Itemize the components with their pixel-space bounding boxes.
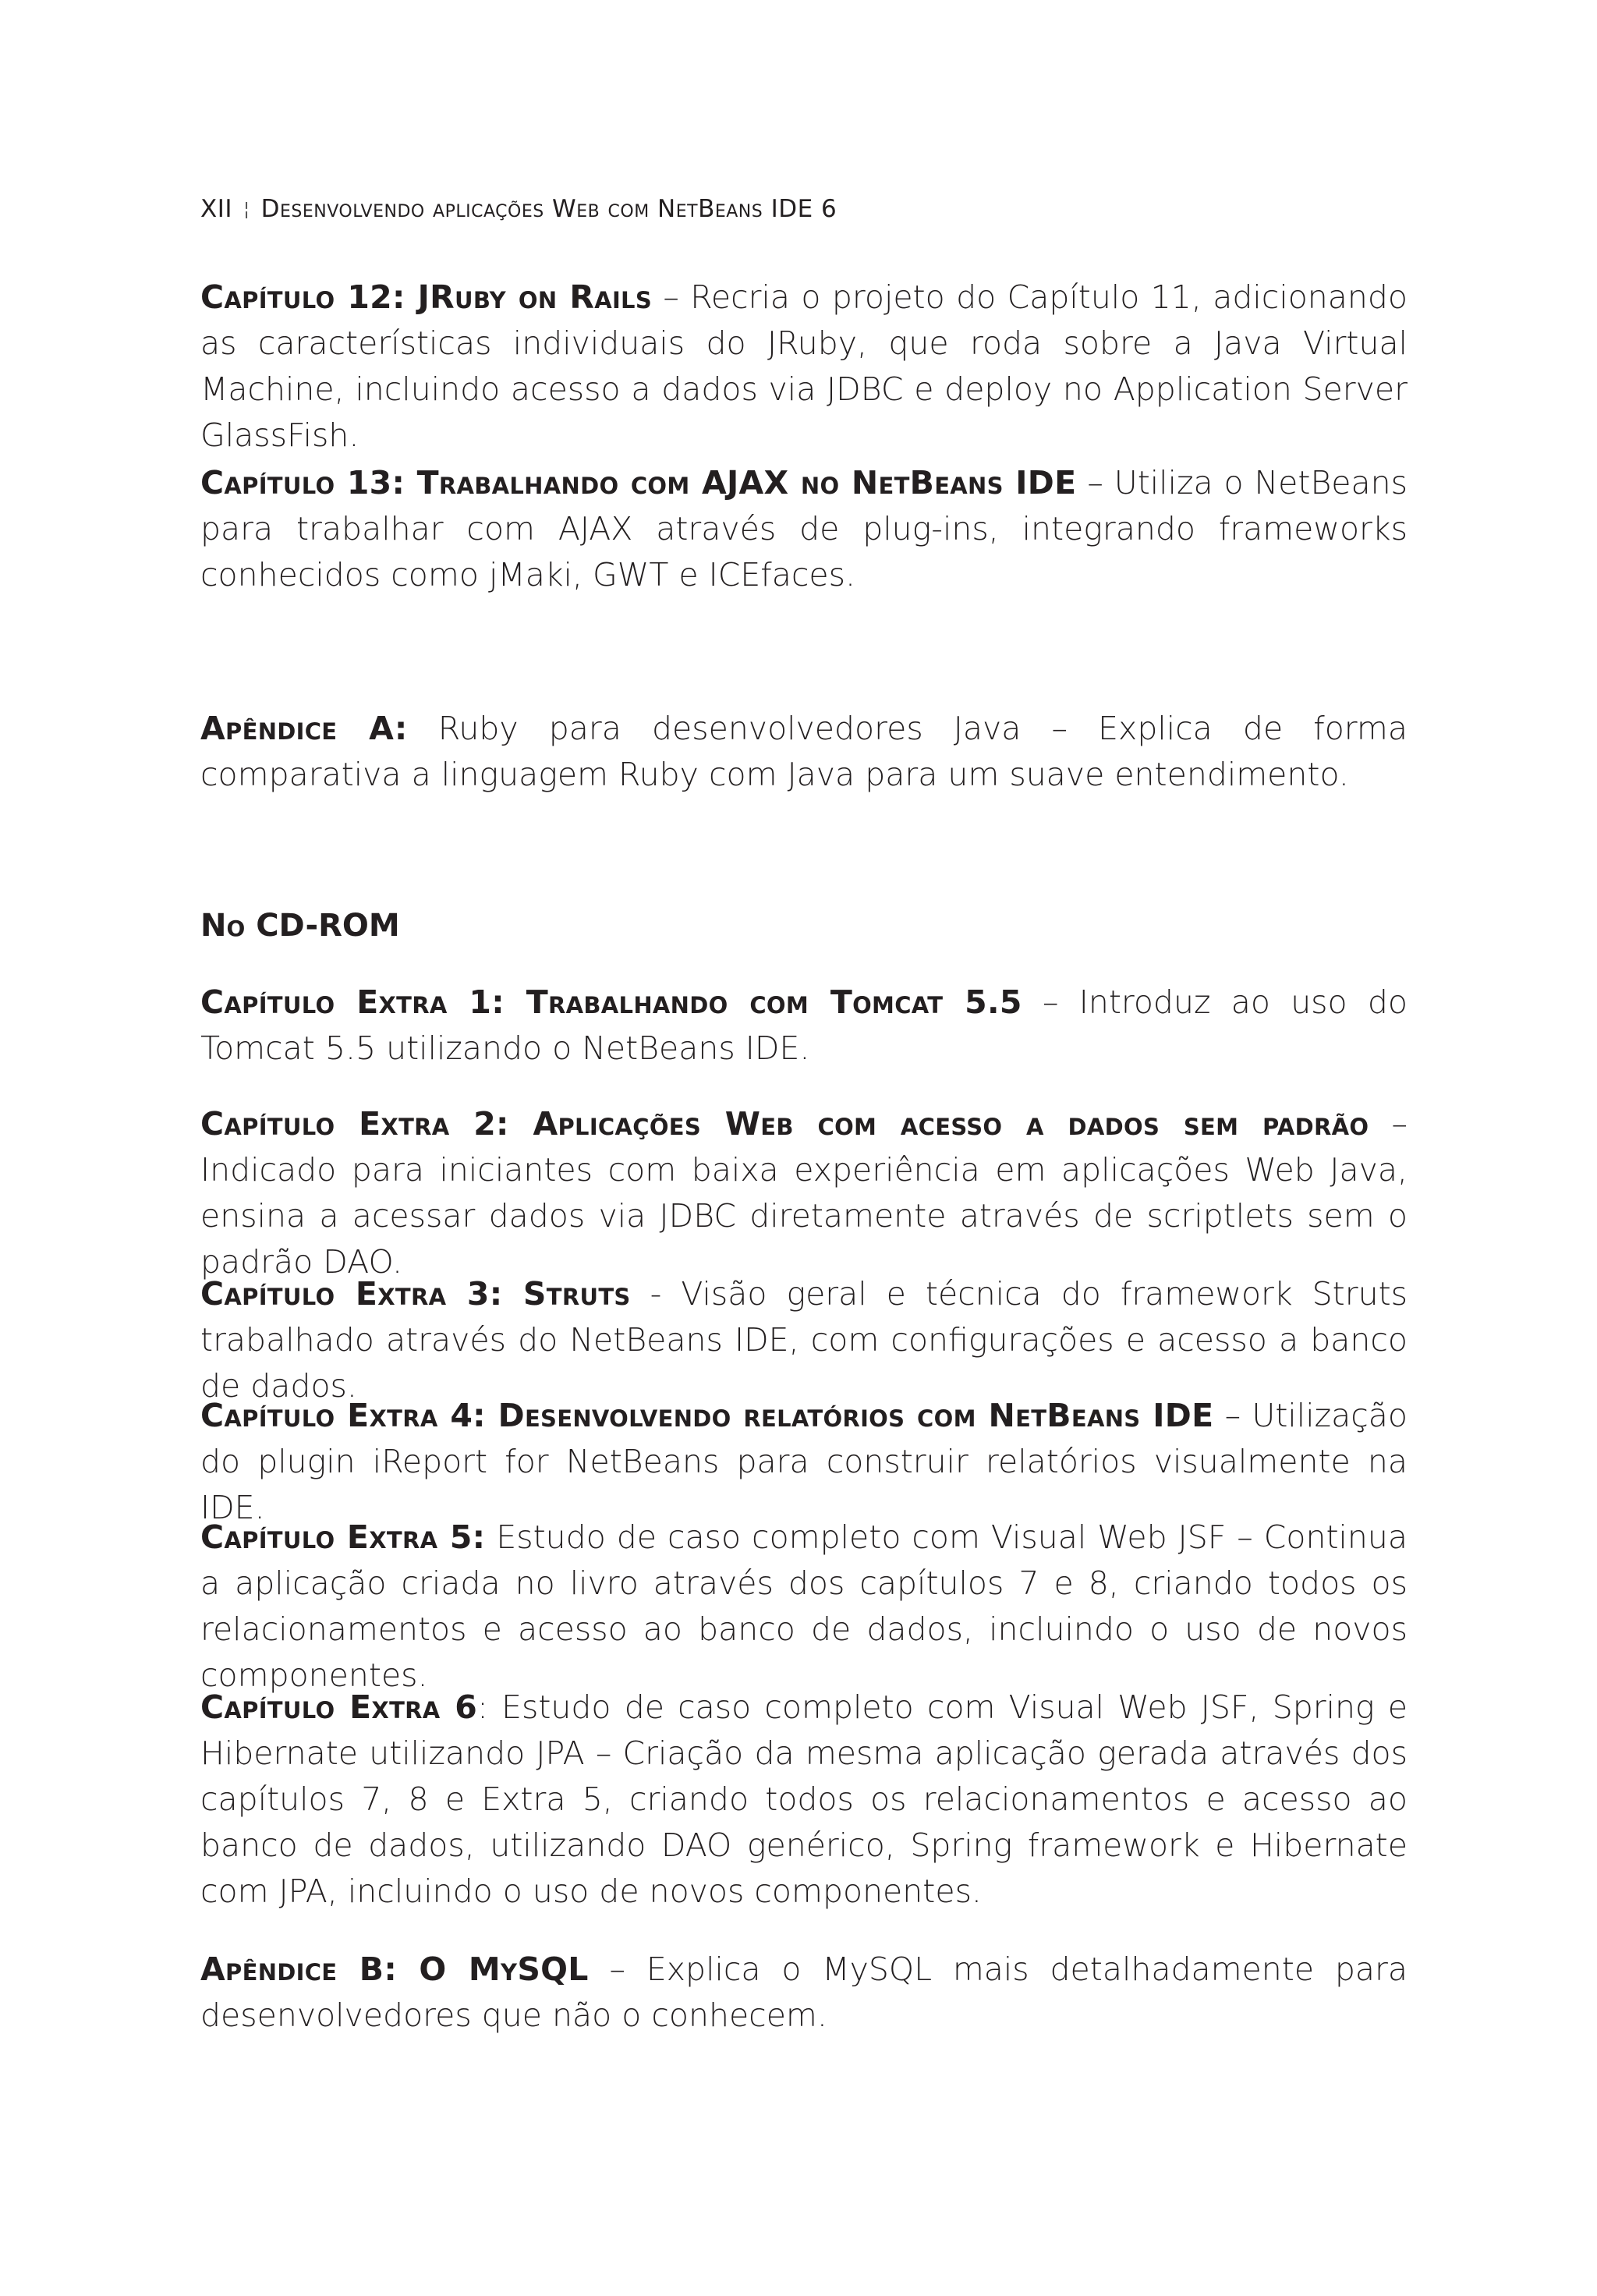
entry-heading: Capítulo 12: JRuby on Rails (200, 278, 653, 316)
entry-extra-2 (200, 1101, 1408, 1285)
entry-heading: Capítulo Extra 2: Aplicações Web com acesso a dados sem padrão (200, 1105, 1369, 1143)
entry-chapter-12 (200, 275, 1408, 459)
entry-text: - Visão geral e técnica do framework Struts trabalhado através do NetBeans IDE, com configurações e acesso a banco de dados. (200, 1275, 1408, 1405)
header-separator: ¦ (243, 198, 250, 220)
entry-text: – Utiliza o NetBeans para trabalhar com AJAX através de plug-ins, integrando frameworks conhecidos como jMaki, GWT e ICEfaces. (200, 464, 1408, 593)
entry-text: – Explica o MySQL mais detalhadamente para desenvolvedores que não o conhecem. (200, 1951, 1408, 2034)
entry-heading: Capítulo 13: Trabalhando com AJAX no NetBeans IDE (200, 464, 1077, 501)
entry-heading: Capítulo Extra 3: Struts (200, 1275, 631, 1313)
running-header (200, 195, 837, 223)
entry-extra-6 (200, 1685, 1408, 1915)
entry-text: – Recria o projeto do Capítulo 11, adicionando as características individuais do JRuby, que roda sobre a Java Virtual Machine, incluindo acesso a dados via JDBC e deploy no Application Server GlassFish. (200, 278, 1408, 454)
entry-text: Ruby para desenvolvedores Java – Explica de forma comparativa a linguagem Ruby com Java para um suave entendimento. (200, 710, 1408, 793)
entry-extra-1 (200, 980, 1408, 1072)
entry-text: – Utilização do plugin iReport for NetBeans para construir relatórios visualmente na IDE. (200, 1397, 1408, 1526)
entry-extra-3 (200, 1271, 1408, 1409)
entry-appendix-a (200, 706, 1408, 798)
entry-text: Estudo de caso completo com Visual Web JSF – Continua a aplicação criada no livro através dos capítulos 7 e 8, criando todos os relacionamentos e acesso ao banco de dados, incluindo o uso de novos componentes. (200, 1518, 1408, 1694)
entry-extra-4 (200, 1393, 1408, 1531)
entry-heading: Apêndice B: O MySQL (200, 1951, 589, 1988)
entry-chapter-13 (200, 460, 1408, 598)
entry-text: – Indicado para iniciantes com baixa experiência em aplicações Web Java, ensina a acessar dados via JDBC diretamente através de scriptlets sem o padrão DAO. (200, 1105, 1408, 1281)
entry-heading: Apêndice A: (200, 710, 408, 747)
entry-heading: Capítulo Extra 6 (200, 1688, 478, 1726)
entry-heading: Capítulo Extra 1: Trabalhando com Tomcat 5.5 (200, 983, 1022, 1021)
book-title: Desenvolvendo aplicações Web com NetBeans IDE 6 (260, 195, 837, 223)
entry-text: – Introduz ao uso do Tomcat 5.5 utilizando o NetBeans IDE. (200, 983, 1408, 1067)
entry-text: : Estudo de caso completo com Visual Web JSF, Spring e Hibernate utilizando JPA – Criação da mesma aplicação gerada através dos capítulos 7, 8 e Extra 5, criando todos os relacionamentos e acesso ao banco de dados, utilizando DAO genérico, Spring framework e Hibernate com JPA, incluindo o uso de novos componentes. (200, 1688, 1408, 1910)
entry-extra-5 (200, 1515, 1408, 1699)
section-title-cdrom: No CD-ROM (200, 908, 400, 944)
entry-heading: Capítulo Extra 4: Desenvolvendo relatórios com NetBeans IDE (200, 1397, 1214, 1434)
entry-heading: Capítulo Extra 5: (200, 1518, 486, 1556)
entry-appendix-b (200, 1947, 1408, 2039)
page-number: XII (200, 195, 233, 223)
